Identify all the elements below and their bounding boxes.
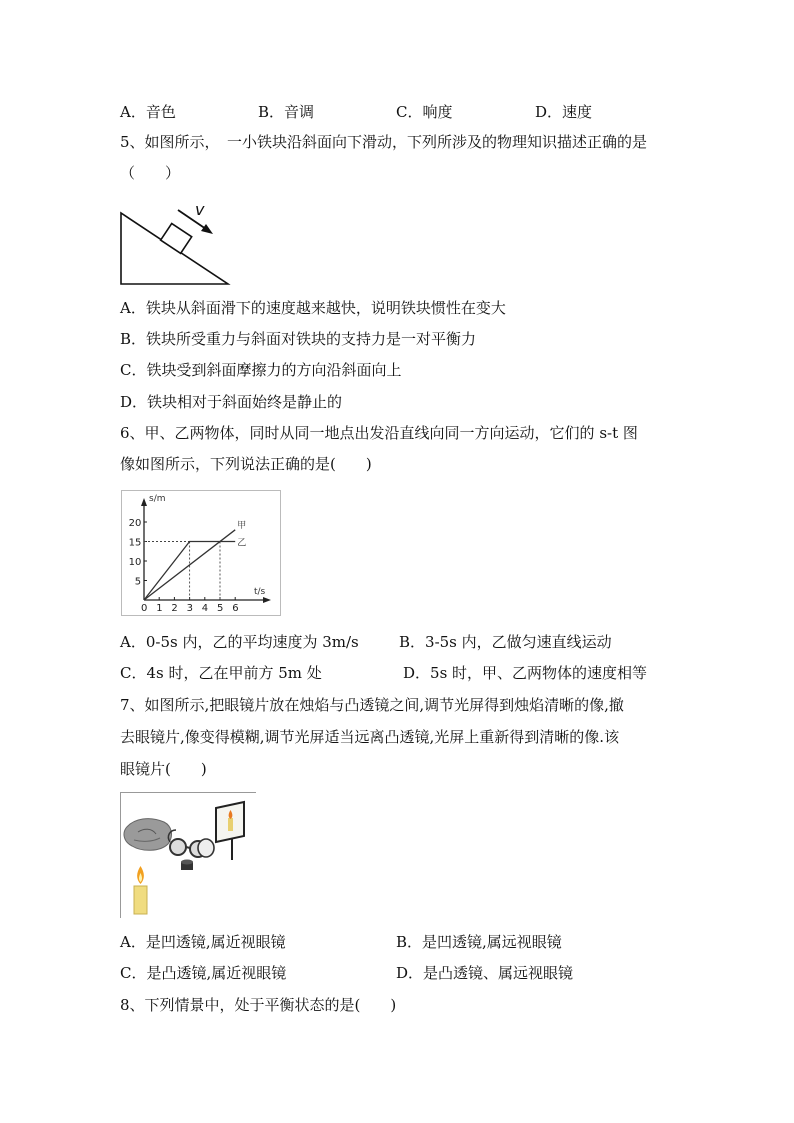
incline-figure <box>118 196 234 288</box>
q6-option-c: C．4s 时，乙在甲前方 5m 处 <box>120 664 322 682</box>
q6-option-b: B．3-5s 内，乙做匀速直线运动 <box>399 633 612 651</box>
lens-experiment-photo <box>120 792 256 918</box>
q8-stem: 8、下列情景中，处于平衡状态的是( ) <box>120 996 397 1014</box>
x-tick-label: 1 <box>156 603 163 614</box>
q7-option-d: D．是凸透镜、属远视眼镜 <box>396 964 574 982</box>
st-graph <box>121 490 281 616</box>
y-tick-label: 10 <box>128 557 142 568</box>
q7-stem-2: 去眼镜片,像变得模糊,调节光屏适当远离凸透镜,光屏上重新得到清晰的像.该 <box>120 728 620 746</box>
q6-option-a: A．0-5s 内，乙的平均速度为 3m/s <box>120 633 359 651</box>
q4-option-a: A．音色 <box>120 103 176 121</box>
y-tick-label: 5 <box>134 576 142 588</box>
q6-stem: 6、甲、乙两物体，同时从同一地点出发沿直线向同一方向运动，它们的 s-t 图 <box>120 424 638 442</box>
series-label: 甲 <box>237 520 247 531</box>
x-tick-label: 0 <box>141 603 148 614</box>
series-label: 乙 <box>237 538 247 549</box>
y-tick-label: 15 <box>128 537 142 549</box>
y-axis-label: s/m <box>149 494 166 504</box>
x-tick-label: 4 <box>201 603 209 614</box>
x-tick-label: 5 <box>217 603 224 614</box>
x-tick-label: 2 <box>171 603 178 614</box>
iron-block <box>161 223 192 253</box>
q7-option-a: A．是凹透镜,属近视眼镜 <box>120 933 286 951</box>
velocity-arrowhead <box>201 224 213 234</box>
q7-stem: 7、如图所示,把眼镜片放在烛焰与凸透镜之间,调节光屏得到烛焰清晰的像,撤 <box>120 696 624 714</box>
x-tick-label: 3 <box>186 603 193 614</box>
q7-option-c: C．是凸透镜,属近视眼镜 <box>120 964 287 982</box>
q5-option-b: B．铁块所受重力与斜面对铁块的支持力是一对平衡力 <box>120 330 477 348</box>
y-tick-label: 20 <box>128 518 142 529</box>
q6-stem-2: 像如图所示，下列说法正确的是( ) <box>120 455 372 473</box>
velocity-label: v <box>195 200 205 219</box>
hand-holding-glasses <box>124 819 171 851</box>
q7-stem-3: 眼镜片( ) <box>120 760 207 778</box>
q4-option-c: C．响度 <box>396 103 453 121</box>
q5-stem-paren: （ ） <box>120 164 181 182</box>
q4-option-b: B．音调 <box>258 103 315 121</box>
q5-option-a: A．铁块从斜面滑下的速度越来越快，说明铁块惯性在变大 <box>120 299 506 317</box>
q5-option-d: D．铁块相对于斜面始终是静止的 <box>120 393 343 411</box>
q5-stem: 5、如图所示， 一小铁块沿斜面向下滑动，下列所涉及的物理知识描述正确的是 <box>120 133 648 151</box>
q6-option-d: D．5s 时，甲、乙两物体的速度相等 <box>403 664 648 682</box>
x-axis-label: t/s <box>254 587 266 597</box>
q5-option-c: C．铁块受到斜面摩擦力的方向沿斜面向上 <box>120 361 402 379</box>
q7-option-b: B．是凹透镜,属远视眼镜 <box>396 933 562 951</box>
q4-option-d: D．速度 <box>535 103 593 121</box>
x-tick-label: 6 <box>232 603 239 614</box>
